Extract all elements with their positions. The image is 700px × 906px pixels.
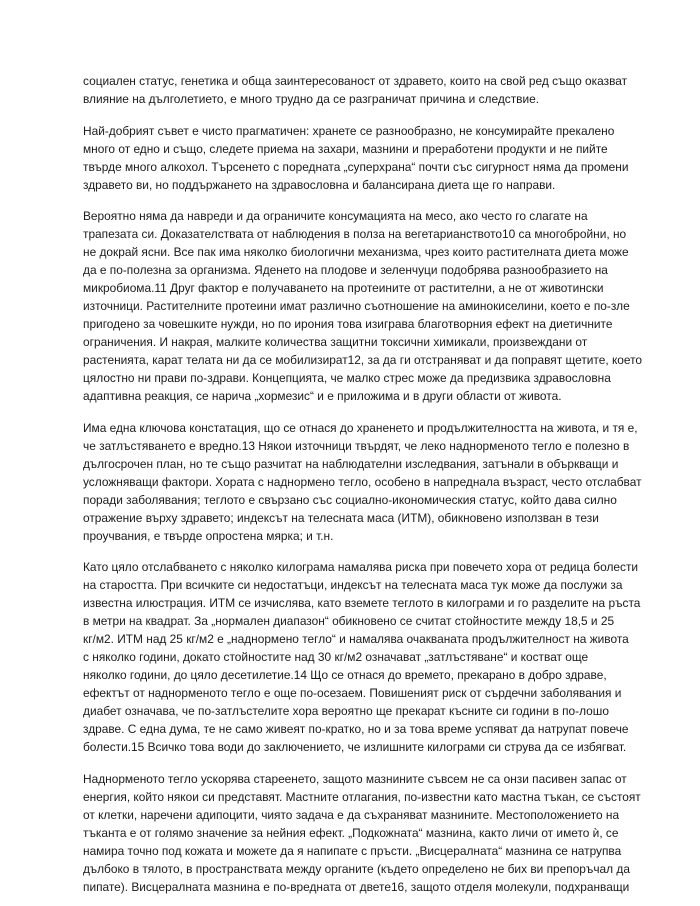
text-line: цялостно ни прави по-здрави. Концепцията, че малко стрес може да предизвика здравословна xyxy=(83,371,611,385)
body-text xyxy=(83,72,643,896)
text-line: растенията, карат телата ни да се мобилизират12, за да ги отстраняват и да поправят щетите, което xyxy=(83,353,643,367)
text-line: микробиома.11 Друг фактор е получаването на протеините от растителни, а не от животински xyxy=(83,281,604,295)
text-line: дългосрочен план, но те също разчитат на наблюдателни изследвания, затънали в объркващи и xyxy=(83,456,619,471)
text-line: адаптивна реакция, се нарича „хормезис“ и е приложима и в други области от живота. xyxy=(83,389,562,403)
text-line: от клетки, наречени адипоцити, чиято задача е да съхраняват мазнините. Местоположението на xyxy=(83,807,620,822)
text-line: диабет означава, че по-затлъстелите хора вероятно ще прекарат късните си години в по-лошо xyxy=(83,704,609,718)
text-line: здравето ви, но поддържането на здравословна и балансирана диета ще го направи. xyxy=(83,177,556,192)
text-line: Има една ключова констатация, що се отнася до храненето и продължителността на живота, и тя е, xyxy=(83,420,638,435)
paragraph xyxy=(83,558,640,756)
text-line: на старостта. При всичките си недостатъци, индексът на телесната маса тук може да послужи за xyxy=(83,578,623,592)
paragraph xyxy=(83,72,640,108)
text-line: поради заболявания; теглото е свързано със социално-икономическия статус, който дава силно xyxy=(83,492,617,507)
text-line: в метри на квадрат. За „нормален диапазон“ обикновено се считат стойностите между 18,5 и 25 xyxy=(83,614,615,628)
text-line: усложняващи фактори. Хората с наднормено тегло, особено в напреднала възраст, често отслабват xyxy=(83,474,642,489)
text-line: че затлъстяването е вредно.13 Някои източници твърдят, че леко наднорменото тегло е полезно в xyxy=(83,438,630,453)
text-line: да е по-полезна за организма. Яденето на плодове и зеленчуци подобрява разнообразието на xyxy=(83,263,608,277)
text-line: Вероятно няма да навреди и да ограничите консумацията на месо, ако често го слагате на xyxy=(83,209,588,223)
text-line: с няколко години, докато стойностите над 30 кг/м2 означават „затлъстяване“ и костват още xyxy=(83,650,589,664)
text-line: проучвания, е твърде опростена мярка; и т.н. xyxy=(83,528,334,543)
text-line: трапезата си. Доказателствата от наблюдения в полза на вегетарианството10 са многобройни, но xyxy=(83,227,627,241)
text-line: болести.15 Всичко това води до заключението, че излишните килограми си струва да се избягват. xyxy=(83,740,627,754)
text-line: социален статус, генетика и обща заинтересованост от здравето, които на свой ред също оказват xyxy=(83,74,628,88)
text-line: намира точно под кожата и можете да я напипате с пръсти. „Висцералната“ мазнина се натрупва xyxy=(83,843,622,858)
text-line: здраве. С една дума, те не само живеят по-кратко, но и за това време успяват да натрупат повече xyxy=(83,722,629,736)
text-line: твърде много алкохол. Търсенето с поредната „суперхрана“ почти със сигурност няма да промени xyxy=(83,159,629,174)
text-line: кг/м2. ИТМ над 25 кг/м2 е „наднормено тегло“ и намалява очакваната продължителност на живота xyxy=(83,632,629,646)
text-line: отражение върху здравето; индексът на телесната маса (ИТМ), обикновено използван в тези xyxy=(83,510,599,525)
paragraph xyxy=(83,419,640,545)
paragraph xyxy=(83,770,640,896)
text-line: няколко години, до цяло десетилетие.14 Що се отнася до времето, прекарано в добро здраве, xyxy=(83,668,607,682)
text-line: известна илюстрация. ИТМ се изчислява, като вземете теглото в килограми и го разделите на ръста xyxy=(83,596,641,610)
text-line: енергия, който някои си представят. Мастните отлагания, по-известни като мастна тъкан, се състоят xyxy=(83,789,641,804)
text-line: много от едно и също, следете приема на захари, мазнини и преработени продукти и не пийте xyxy=(83,141,608,156)
text-line: Наднорменото тегло ускорява стареенето, защото мазнините съвсем не са онзи пасивен запас от xyxy=(83,771,627,786)
text-line: източници. Растителните протеини имат различно съотношение на аминокиселини, което е по-зле xyxy=(83,299,630,313)
paragraph xyxy=(83,122,640,194)
text-line: Като цяло отслабването с няколко килограма намалява риска при повечето хора от редица болести xyxy=(83,560,639,574)
text-line: пипате). Висцералната мазнина е по-вредната от двете16, защото отделя молекули, подхранващи xyxy=(83,879,630,894)
text-line: тъканта е от голямо значение за нейния ефект. „Подкожната“ мазнина, както личи от името ѝ, се xyxy=(83,825,619,840)
text-line: Най-добрият съвет е чисто прагматичен: хранете се разнообразно, не консумирайте прекалено xyxy=(83,123,615,138)
text-line: пригодено за човешките нужди, но по ирония това изиграва благотворния ефект на диетичните xyxy=(83,317,613,331)
text-line: ефектът от наднорменото тегло е още по-осезаем. Повишеният риск от сърдечни заболявания и xyxy=(83,686,622,700)
text-line: дълбоко в тялото, в пространствата между органите (където определено не бих ви препоръчал да xyxy=(83,861,630,876)
text-line: влияние на дълголетието, е много трудно да се разграничат причина и следствие. xyxy=(83,92,540,106)
paragraph xyxy=(83,207,643,405)
text-line: не докрай ясни. Все пак има няколко биологични механизма, чрез които растителната диета може xyxy=(83,245,629,259)
text-line: ограничения. И накрая, малките количества защитни токсични химикали, произвеждани от xyxy=(83,335,588,349)
